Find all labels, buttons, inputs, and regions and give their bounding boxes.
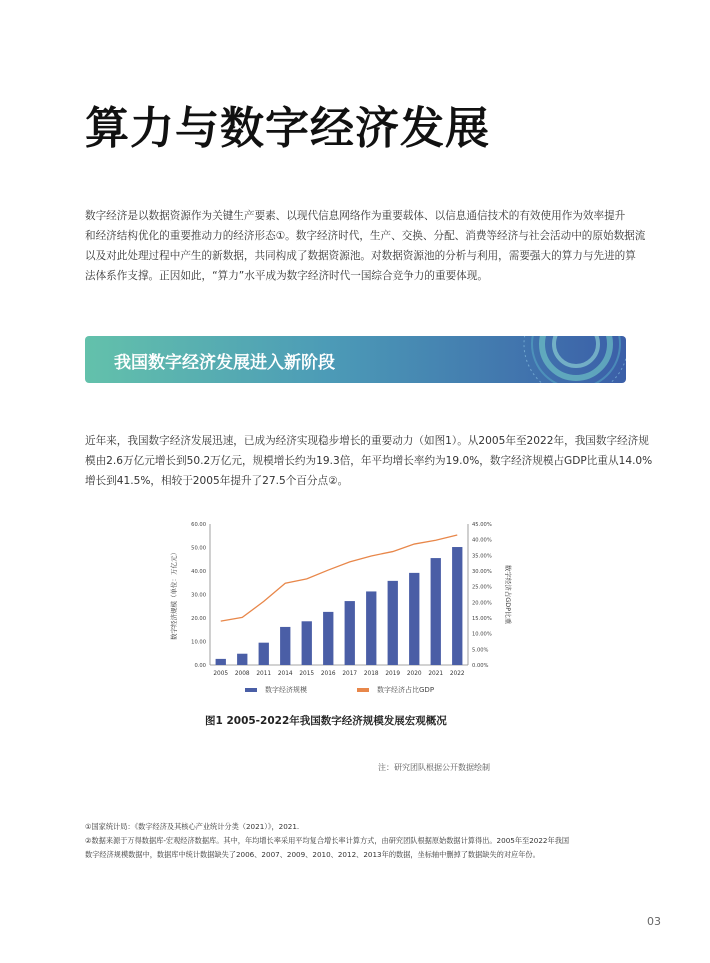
figure-note: 注：研究团队根据公开数据绘制 — [378, 763, 490, 772]
bar — [388, 581, 398, 665]
bar — [216, 659, 226, 665]
y2-axis-title: 数字经济占GDP比重 — [504, 564, 512, 625]
digital-economy-chart — [168, 512, 538, 682]
x-tick-label: 2008 — [234, 671, 250, 677]
x-tick-label: 2018 — [363, 671, 379, 677]
y-tick-label: 40.00 — [191, 569, 206, 575]
y2-tick-label: 5.00% — [472, 647, 489, 654]
chart-legend — [245, 685, 485, 699]
y2-tick-label: 0.00% — [472, 663, 489, 669]
intro-paragraph — [85, 206, 646, 286]
x-tick-label: 2019 — [385, 671, 401, 677]
y2-tick-label: 45.00% — [472, 522, 492, 528]
bar — [259, 643, 269, 665]
y-tick-label: 10.00 — [191, 639, 206, 646]
intro-line: 和经济结构优化的重要推动力的经济形态①。数字经济时代，生产、交换、分配、消费等经济与社会活动中的原始数据流 — [85, 230, 646, 242]
footnote-line: ①国家统计局：《数字经济及其核心产业统计分类（2021）》，2021. — [85, 822, 300, 831]
footnote-line: 数字经济规模数据中，数据库中统计数据缺失了2006、2007、2009、2010、2012、2013年的数据，坐标轴中删掉了数据缺失的对应年份。 — [85, 850, 540, 859]
bar — [345, 601, 355, 665]
footnote-line: ②数据来源于万得数据库-宏观经济数据库。其中，年均增长率采用平均复合增长率计算方式，由研究团队根据原始数据计算得出。2005年至2022年我国 — [85, 836, 570, 845]
bar — [431, 558, 441, 665]
y-tick-label: 60.00 — [191, 522, 206, 528]
y2-tick-label: 20.00% — [472, 600, 492, 607]
body-paragraph — [85, 431, 653, 491]
legend-label-line: 数字经济占比GDP — [377, 686, 435, 694]
body-line: 模由2.6万亿元增长到50.2万亿元，规模增长约为19.3倍，年平均增长率约为19.0%，数字经济规模占GDP比重从14.0% — [85, 455, 653, 467]
x-tick-label: 2015 — [299, 671, 315, 677]
page-number: 03 — [647, 915, 661, 928]
y-tick-label: 20.00 — [191, 616, 206, 622]
x-tick-label: 2017 — [342, 671, 358, 677]
footnotes — [85, 820, 645, 862]
bar — [409, 573, 419, 665]
page-title: 算力与数字经济发展 — [85, 103, 490, 154]
y-tick-label: 30.00 — [191, 592, 206, 599]
x-tick-label: 2020 — [406, 671, 422, 677]
x-tick-label: 2016 — [320, 671, 336, 677]
bar — [366, 591, 376, 665]
x-tick-label: 2011 — [256, 671, 272, 677]
intro-line: 法体系作支撑。正因如此，“算力”水平成为数字经济时代一国综合竞争力的重要体现。 — [85, 270, 488, 282]
intro-line: 数字经济是以数据资源作为关键生产要素、以现代信息网络作为重要载体、以信息通信技术的有效使用作为效率提升 — [85, 210, 626, 222]
bar — [302, 621, 312, 665]
intro-line: 以及对此处理过程中产生的新数据，共同构成了数据资源池。对数据资源池的分析与利用，需要强大的算力与先进的算 — [85, 250, 636, 262]
y2-tick-label: 35.00% — [472, 553, 492, 560]
x-tick-label: 2022 — [449, 671, 465, 677]
body-line: 增长到41.5%，相较于2005年提升了27.5个百分点②。 — [85, 475, 349, 487]
bar — [323, 612, 333, 665]
x-tick-label: 2005 — [213, 671, 229, 677]
bar — [237, 654, 247, 665]
legend-swatch-line — [357, 688, 369, 692]
figure-caption: 图1 2005-2022年我国数字经济规模发展宏观概况 — [205, 715, 447, 727]
y2-tick-label: 40.00% — [472, 537, 492, 544]
y-tick-label: 50.00 — [191, 545, 206, 552]
section-heading: 我国数字经济发展进入新阶段 — [114, 353, 335, 373]
body-line: 近年来，我国数字经济发展迅速，已成为经济实现稳步增长的重要动力（如图1）。从2005年至2022年，我国数字经济规 — [85, 435, 649, 447]
legend-label-bar: 数字经济规模 — [265, 686, 307, 694]
x-tick-label: 2021 — [428, 671, 444, 677]
banner-decoration — [426, 336, 626, 383]
legend-swatch-bar — [245, 688, 257, 692]
bar — [452, 547, 462, 665]
section-banner — [85, 336, 626, 383]
bar — [280, 627, 290, 665]
x-tick-label: 2014 — [277, 671, 293, 677]
legend-item-bar — [245, 685, 307, 695]
y2-tick-label: 25.00% — [472, 584, 492, 591]
y2-tick-label: 10.00% — [472, 631, 492, 638]
y2-tick-label: 30.00% — [472, 569, 492, 575]
legend-item-line — [357, 685, 434, 695]
y-tick-label: 0.00 — [194, 663, 206, 669]
y2-tick-label: 15.00% — [472, 616, 492, 622]
y-axis-title: 数字经济规模（单位：万亿元） — [170, 549, 178, 640]
series-line — [221, 535, 458, 621]
